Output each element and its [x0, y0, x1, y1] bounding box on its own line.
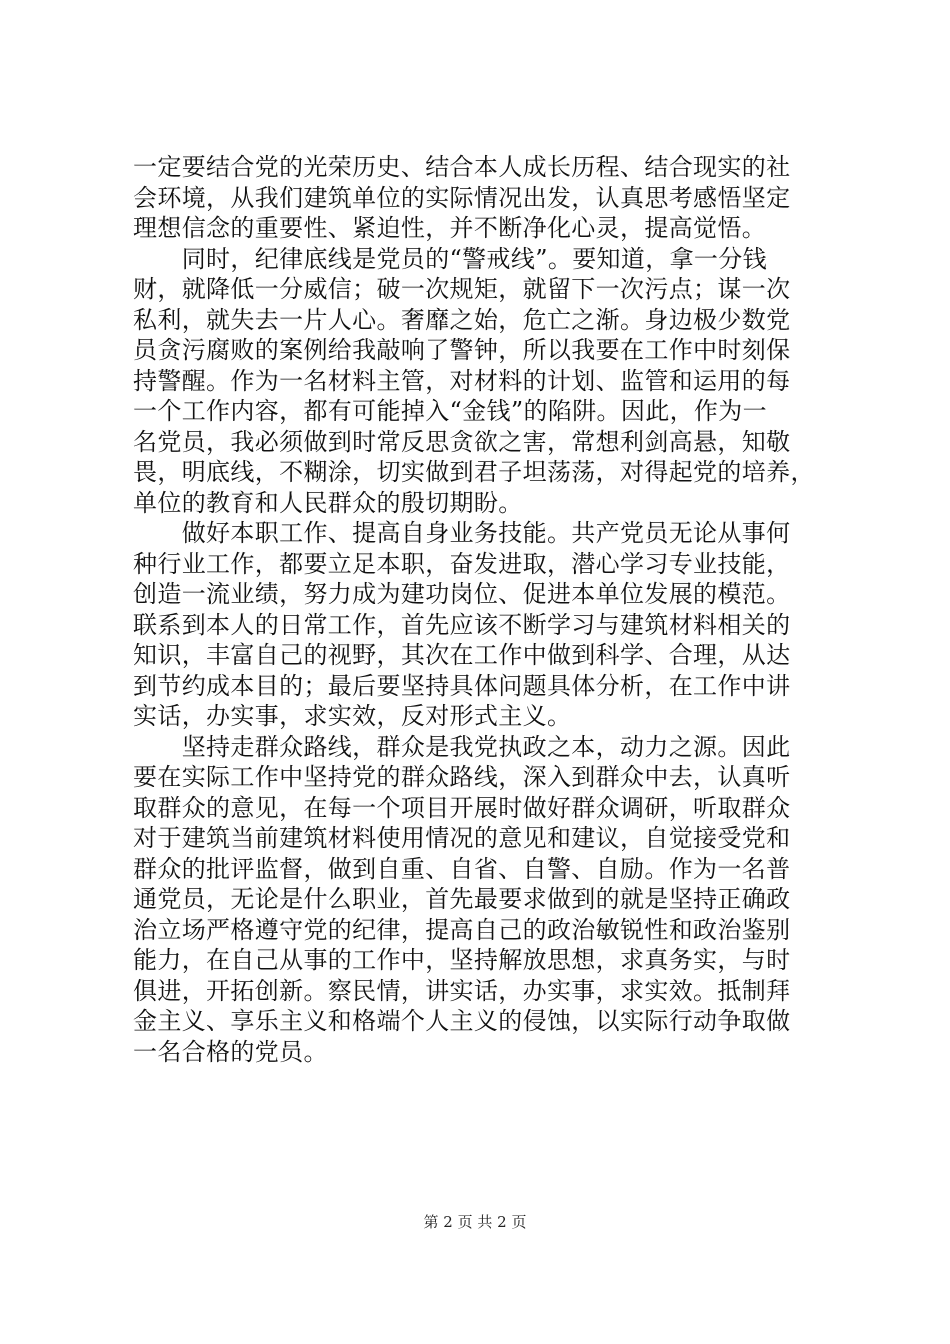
- text-line: 财，就降低一分威信；破一次规矩，就留下一次污点；谋一次: [133, 275, 791, 303]
- text-line: 一名合格的党员。: [133, 1037, 328, 1066]
- text-line: 取群众的意见，在每一个项目开展时做好群众调研，听取群众: [133, 793, 791, 822]
- text-line: 金主义、享乐主义和格端个人主义的侵蚀，以实际行动争取做: [133, 1007, 791, 1035]
- text-line: 种行业工作，都要立足本职，奋发进取，潜心学习专业技能，: [133, 549, 791, 578]
- text-line: 做好本职工作、提高自身业务技能。共产党员无论从事何: [133, 519, 791, 547]
- text-line: 理想信念的重要性、紧迫性，并不断净化心灵，提高觉悟。: [133, 214, 767, 242]
- text-line: 群众的批评监督，做到自重、自省、自警、自励。作为一名普: [133, 854, 791, 883]
- text-line: 俱进，开拓创新。察民情，讲实话，办实事，求实效。抵制拜: [133, 976, 791, 1005]
- text-line: 能力，在自己从事的工作中，坚持解放思想，求真务实，与时: [133, 946, 791, 974]
- document-body: [133, 152, 837, 1067]
- text-line: 同时，纪律底线是党员的“警戒线”。要知道，拿一分钱: [133, 244, 767, 273]
- page-number-footer: 第 2 页 共 2 页: [423, 1213, 527, 1231]
- text-line: 到节约成本目的；最后要坚持具体问题具体分析，在工作中讲: [133, 671, 791, 700]
- text-line: 联系到本人的日常工作，首先应该不断学习与建筑材料相关的: [133, 610, 791, 639]
- text-line: 单位的教育和人民群众的殷切期盼。: [133, 488, 523, 517]
- text-line: 名党员，我必须做到时常反思贪欲之害，常想利剑高悬，知敬: [133, 427, 791, 456]
- text-line: 私利，就失去一片人心。奢靡之始，危亡之渐。身边极少数党: [133, 305, 791, 334]
- text-line: 畏，明底线，不糊涂，切实做到君子坦荡荡，对得起党的培养，: [133, 458, 815, 486]
- text-line: 实话，办实事，求实效，反对形式主义。: [133, 702, 572, 730]
- text-line: 知识，丰富自己的视野，其次在工作中做到科学、合理，从达: [133, 641, 791, 669]
- text-line: 员贪污腐败的案例给我敲响了警钟，所以我要在工作中时刻保: [133, 336, 791, 364]
- text-line: 一定要结合党的光荣历史、结合本人成长历程、结合现实的社: [133, 153, 791, 181]
- text-line: 持警醒。作为一名材料主管，对材料的计划、监管和运用的每: [133, 366, 791, 395]
- text-line: 对于建筑当前建筑材料使用情况的意见和建议，自觉接受党和: [133, 824, 791, 852]
- text-line: 一个工作内容，都有可能掉入“金钱”的陷阱。因此，作为一: [133, 397, 767, 425]
- text-line: 治立场严格遵守党的纪律，提高自己的政治敏锐性和政治鉴别: [133, 915, 791, 944]
- text-line: 坚持走群众路线，群众是我党执政之本，动力之源。因此: [133, 732, 791, 761]
- text-line: 创造一流业绩，努力成为建功岗位、促进本单位发展的模范。: [133, 580, 791, 608]
- text-line: 要在实际工作中坚持党的群众路线，深入到群众中去，认真听: [133, 763, 791, 791]
- text-line: 通党员，无论是什么职业，首先最要求做到的就是坚持正确政: [133, 885, 791, 913]
- text-line: 会环境，从我们建筑单位的实际情况出发，认真思考感悟坚定: [133, 183, 791, 212]
